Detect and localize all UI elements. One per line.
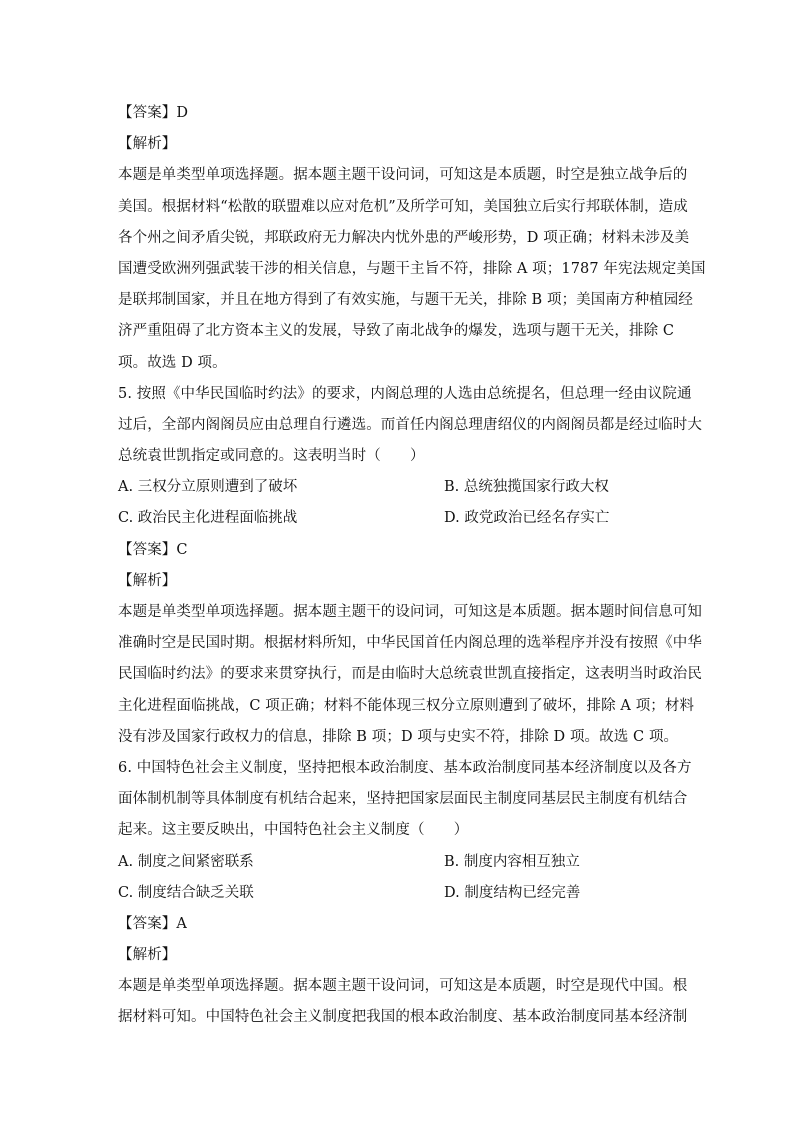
q4-analysis-line: 项。故选 D 项。 [118, 354, 227, 371]
q5-analysis-line: 民国临时约法》的要求来贯穿执行，而是由临时大总统袁世凯直接指定，这表明当时政治民 [118, 666, 702, 683]
q5-stem-line: 5. 按照《中华民国临时约法》的要求，内阁总理的人选由总统提名，但总理一经由议院通 [118, 385, 692, 402]
q6-analysis-label: 【解析】 [118, 947, 177, 964]
document-page [118, 98, 706, 1034]
q5-analysis [118, 597, 702, 753]
q4-analysis-line: 济严重阻碍了北方资本主义的发展，导致了南北战争的爆发，选项与题干无关，排除 C [118, 323, 675, 340]
q4-analysis [118, 160, 706, 378]
q5-stem [118, 379, 702, 473]
q6-option-b: B. 制度内容相互独立 [444, 853, 580, 870]
q6-stem-line: 起来。这主要反映出，中国特色社会主义制度（ ） [118, 822, 469, 839]
q6-options-row-2 [118, 878, 678, 909]
q4-analysis-line: 本题是单类型单项选择题。据本题主题干设问词，可知这是本质题，时空是独立战争后的 [118, 167, 688, 184]
q6-stem [118, 753, 692, 847]
q4-analysis-line: 各个州之间矛盾尖锐，邦联政府无力解决内忧外患的严峻形势，D 项正确；材料未涉及美 [118, 229, 690, 246]
q5-options-row-1 [118, 472, 678, 503]
q5-option-a: A. 三权分立原则遭到了破坏 [118, 479, 298, 496]
q4-analysis-label: 【解析】 [118, 136, 177, 153]
q5-analysis-line: 准确时空是民国时期。根据材料所知，中华民国首任内阁总理的选举程序并没有按照《中华 [118, 635, 702, 652]
q6-stem-line: 6. 中国特色社会主义制度，坚持把根本政治制度、基本政治制度同基本经济制度以及各方 [118, 759, 692, 776]
q6-stem-line: 面体制机制等具体制度有机结合起来，坚持把国家层面民主制度同基层民主制度有机结合 [118, 791, 688, 808]
q5-analysis-label: 【解析】 [118, 572, 177, 589]
q4-answer: 【答案】D [118, 105, 189, 121]
q4-analysis-line: 国遭受欧洲列强武装干涉的相关信息，与题干主旨不符，排除 A 项；1787 年宪法规定美国 [118, 260, 706, 277]
q5-option-c: C. 政治民主化进程面临挑战 [118, 510, 298, 527]
q6-answer: 【答案】A [118, 915, 187, 932]
q5-answer: 【答案】C [118, 541, 188, 558]
q5-option-d: D. 政党政治已经名存实亡 [444, 510, 610, 527]
q6-options-row-1 [118, 847, 678, 878]
q5-analysis-line: 没有涉及国家行政权力的信息，排除 B 项；D 项与史实不符，排除 D 项。故选 C 项。 [118, 728, 679, 745]
q4-analysis-line: 美国。根据材料“松散的联盟难以应对危机”及所学可知，美国独立后实行邦联体制，造成 [118, 198, 688, 215]
q6-analysis [118, 971, 688, 1033]
q4-analysis-line: 是联邦制国家，并且在地方得到了有效实施，与题干无关，排除 B 项；美国南方种植园经 [118, 292, 693, 309]
q6-option-a: A. 制度之间紧密联系 [118, 853, 254, 870]
q6-analysis-line: 本题是单类型单项选择题。据本题主题干设问词，可知这是本质题，时空是现代中国。根 [118, 978, 688, 995]
q5-stem-line: 总统袁世凯指定或同意的。这表明当时（ ） [118, 448, 425, 465]
q6-analysis-line: 据材料可知。中国特色社会主义制度把我国的根本政治制度、基本政治制度同基本经济制 [118, 1009, 688, 1026]
q6-option-c: C. 制度结合缺乏关联 [118, 884, 254, 901]
q5-stem-line: 过后，全部内阁阁员应由总理自行遴选。而首任内阁总理唐绍仪的内阁阁员都是经过临时大 [118, 416, 702, 433]
q5-option-b: B. 总统独揽国家行政大权 [444, 479, 609, 496]
q5-options-row-2 [118, 503, 678, 534]
q5-analysis-line: 主化进程面临挑战，C 项正确；材料不能体现三权分立原则遭到了破坏，排除 A 项；材料 [118, 697, 695, 714]
q5-analysis-line: 本题是单类型单项选择题。据本题主题干的设问词，可知这是本质题。据本题时间信息可知 [118, 604, 702, 620]
q6-option-d: D. 制度结构已经完善 [444, 884, 581, 901]
